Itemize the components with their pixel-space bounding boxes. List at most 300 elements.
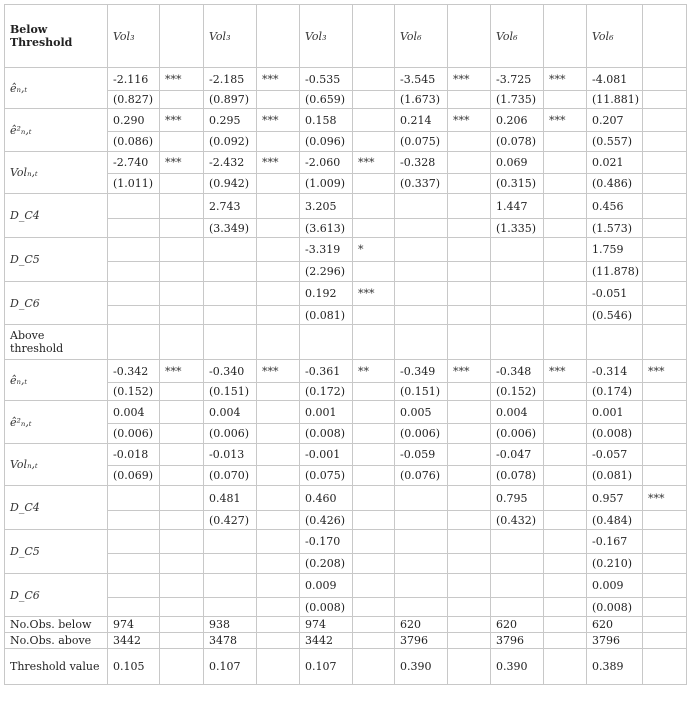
significance-stars: ***: [448, 68, 491, 91]
coefficient-cell: [491, 530, 544, 554]
coefficient-cell: 0.207: [587, 109, 643, 132]
empty-cell: [395, 325, 448, 360]
significance-stars: [160, 238, 204, 262]
stars-spacer: [257, 511, 300, 530]
stars-spacer: [353, 174, 395, 194]
footer-spacer: [257, 649, 300, 685]
stars-spacer: [257, 262, 300, 282]
standard-error-cell: (0.008): [300, 424, 353, 444]
stars-spacer: [544, 424, 587, 444]
standard-error-cell: (0.006): [204, 424, 257, 444]
coefficient-cell: -0.349: [395, 360, 448, 383]
below-se-row: [5, 306, 687, 325]
above-coef-row: [5, 486, 687, 511]
variable-label: D_C4: [5, 194, 108, 238]
significance-stars: [160, 486, 204, 511]
coefficient-cell: 0.481: [204, 486, 257, 511]
standard-error-cell: (11.878): [587, 262, 643, 282]
below-coef-row: [5, 68, 687, 91]
footer-value: 0.390: [395, 649, 448, 685]
column-header: Vol₆: [491, 5, 544, 68]
coefficient-cell: [395, 282, 448, 306]
significance-stars: [257, 574, 300, 598]
footer-label: Threshold value: [5, 649, 108, 685]
standard-error-cell: (0.546): [587, 306, 643, 325]
stars-spacer: [448, 466, 491, 486]
footer-spacer: [353, 617, 395, 633]
significance-stars: [643, 574, 687, 598]
variable-label: êₙ,ₜ: [5, 68, 108, 109]
stars-spacer: [544, 174, 587, 194]
standard-error-cell: [204, 306, 257, 325]
significance-stars: ***: [257, 360, 300, 383]
coefficient-cell: -0.057: [587, 444, 643, 466]
stars-spacer: [257, 91, 300, 109]
stars-spacer: [353, 262, 395, 282]
coefficient-cell: 3.205: [300, 194, 353, 219]
standard-error-cell: (0.081): [587, 466, 643, 486]
standard-error-cell: [204, 554, 257, 574]
footer-spacer: [160, 649, 204, 685]
standard-error-cell: (0.151): [395, 383, 448, 401]
significance-stars: [643, 282, 687, 306]
standard-error-cell: [491, 554, 544, 574]
stars-spacer: [160, 91, 204, 109]
footer-value: 0.389: [587, 649, 643, 685]
coefficient-cell: 0.069: [491, 152, 544, 174]
stars-spacer: [448, 132, 491, 152]
footer-value: 3796: [587, 633, 643, 649]
standard-error-cell: [395, 511, 448, 530]
stars-spacer: [544, 91, 587, 109]
standard-error-cell: [204, 262, 257, 282]
stars-spacer: [643, 424, 687, 444]
stars-spacer: [353, 598, 395, 617]
footer-spacer: [353, 633, 395, 649]
stars-spacer: [257, 306, 300, 325]
footer-value: 620: [587, 617, 643, 633]
coefficient-cell: 0.290: [108, 109, 160, 132]
variable-label: ê²ₙ,ₜ: [5, 401, 108, 444]
stars-spacer: [544, 383, 587, 401]
coefficient-cell: 0.295: [204, 109, 257, 132]
significance-stars: [448, 238, 491, 262]
stars-spacer: [160, 466, 204, 486]
stars-spacer: [160, 219, 204, 238]
significance-stars: [353, 68, 395, 91]
standard-error-cell: [108, 598, 160, 617]
below-se-row: [5, 132, 687, 152]
standard-error-cell: (0.208): [300, 554, 353, 574]
below-se-row: [5, 219, 687, 238]
above-se-row: [5, 466, 687, 486]
stars-spacer: [643, 306, 687, 325]
significance-stars: [160, 401, 204, 424]
significance-stars: [257, 530, 300, 554]
stars-spacer: [353, 91, 395, 109]
above-se-row: [5, 598, 687, 617]
stars-spacer: [643, 132, 687, 152]
significance-stars: ***: [544, 68, 587, 91]
standard-error-cell: (3.613): [300, 219, 353, 238]
column-header-spacer: [257, 5, 300, 68]
coefficient-cell: -2.116: [108, 68, 160, 91]
footer-spacer: [544, 649, 587, 685]
footer-label: No.Obs. above: [5, 633, 108, 649]
stars-spacer: [353, 554, 395, 574]
significance-stars: [448, 486, 491, 511]
footer-spacer: [257, 617, 300, 633]
stars-spacer: [257, 598, 300, 617]
coefficient-cell: 1.447: [491, 194, 544, 219]
stars-spacer: [160, 306, 204, 325]
significance-stars: [160, 194, 204, 219]
coefficient-cell: -0.047: [491, 444, 544, 466]
above-coef-row: [5, 444, 687, 466]
standard-error-cell: (0.427): [204, 511, 257, 530]
footer-value: 3796: [491, 633, 544, 649]
significance-stars: [544, 282, 587, 306]
stars-spacer: [257, 466, 300, 486]
below-coef-row: [5, 282, 687, 306]
empty-cell: [353, 325, 395, 360]
standard-error-cell: (0.151): [204, 383, 257, 401]
stars-spacer: [353, 306, 395, 325]
coefficient-cell: [204, 530, 257, 554]
stars-spacer: [257, 554, 300, 574]
standard-error-cell: [108, 511, 160, 530]
standard-error-cell: (0.006): [491, 424, 544, 444]
below-se-row: [5, 91, 687, 109]
significance-stars: [643, 109, 687, 132]
standard-error-cell: (0.942): [204, 174, 257, 194]
footer-value: 620: [491, 617, 544, 633]
footer-row: [5, 649, 687, 685]
stars-spacer: [544, 306, 587, 325]
variable-label: Volₙ,ₜ: [5, 152, 108, 194]
empty-cell: [491, 325, 544, 360]
significance-stars: [257, 282, 300, 306]
standard-error-cell: (0.557): [587, 132, 643, 152]
stars-spacer: [160, 132, 204, 152]
footer-value: 620: [395, 617, 448, 633]
footer-value: 974: [108, 617, 160, 633]
coefficient-cell: -0.001: [300, 444, 353, 466]
empty-cell: [160, 325, 204, 360]
section-label-above: Above threshold: [5, 325, 108, 360]
stars-spacer: [160, 598, 204, 617]
significance-stars: [353, 401, 395, 424]
coefficient-cell: [108, 530, 160, 554]
column-header-spacer: [353, 5, 395, 68]
coefficient-cell: 0.460: [300, 486, 353, 511]
significance-stars: [643, 238, 687, 262]
variable-label: D_C5: [5, 530, 108, 574]
standard-error-cell: (0.075): [300, 466, 353, 486]
footer-row: [5, 617, 687, 633]
coefficient-cell: [491, 574, 544, 598]
standard-error-cell: (0.078): [491, 466, 544, 486]
footer-spacer: [160, 617, 204, 633]
coefficient-cell: 0.192: [300, 282, 353, 306]
standard-error-cell: (0.069): [108, 466, 160, 486]
standard-error-cell: (0.006): [395, 424, 448, 444]
stars-spacer: [544, 219, 587, 238]
coefficient-cell: -0.361: [300, 360, 353, 383]
standard-error-cell: (0.076): [395, 466, 448, 486]
coefficient-cell: -0.170: [300, 530, 353, 554]
coefficient-cell: -0.340: [204, 360, 257, 383]
significance-stars: ***: [160, 109, 204, 132]
footer-spacer: [643, 617, 687, 633]
footer-spacer: [643, 649, 687, 685]
significance-stars: [544, 574, 587, 598]
standard-error-cell: (1.009): [300, 174, 353, 194]
stars-spacer: [448, 511, 491, 530]
coefficient-cell: -0.314: [587, 360, 643, 383]
coefficient-cell: [108, 574, 160, 598]
stars-spacer: [353, 511, 395, 530]
coefficient-cell: 0.005: [395, 401, 448, 424]
stars-spacer: [353, 132, 395, 152]
significance-stars: [353, 194, 395, 219]
standard-error-cell: (0.008): [300, 598, 353, 617]
stars-spacer: [353, 424, 395, 444]
significance-stars: [448, 444, 491, 466]
stars-spacer: [544, 554, 587, 574]
coefficient-cell: 0.004: [108, 401, 160, 424]
empty-cell: [108, 325, 160, 360]
standard-error-cell: (0.092): [204, 132, 257, 152]
above-threshold-row: [5, 325, 687, 360]
significance-stars: [448, 282, 491, 306]
significance-stars: ***: [544, 109, 587, 132]
above-se-row: [5, 511, 687, 530]
empty-cell: [544, 325, 587, 360]
standard-error-cell: [491, 306, 544, 325]
significance-stars: [160, 574, 204, 598]
significance-stars: ***: [160, 152, 204, 174]
significance-stars: [643, 444, 687, 466]
significance-stars: ***: [257, 152, 300, 174]
column-header: Vol₃: [300, 5, 353, 68]
significance-stars: [160, 530, 204, 554]
significance-stars: [448, 194, 491, 219]
significance-stars: [544, 238, 587, 262]
stars-spacer: [544, 511, 587, 530]
column-header: Vol₃: [204, 5, 257, 68]
coefficient-cell: -3.725: [491, 68, 544, 91]
significance-stars: **: [353, 360, 395, 383]
coefficient-cell: 0.004: [491, 401, 544, 424]
stars-spacer: [257, 174, 300, 194]
below-coef-row: [5, 152, 687, 174]
standard-error-cell: (0.174): [587, 383, 643, 401]
significance-stars: ***: [544, 360, 587, 383]
standard-error-cell: (0.152): [491, 383, 544, 401]
column-header: Vol₆: [395, 5, 448, 68]
coefficient-cell: 0.214: [395, 109, 448, 132]
stars-spacer: [257, 383, 300, 401]
significance-stars: [544, 152, 587, 174]
coefficient-cell: -2.185: [204, 68, 257, 91]
stars-spacer: [353, 383, 395, 401]
significance-stars: ***: [448, 360, 491, 383]
coefficient-cell: [108, 282, 160, 306]
standard-error-cell: [108, 554, 160, 574]
standard-error-cell: [108, 306, 160, 325]
significance-stars: ***: [353, 152, 395, 174]
coefficient-cell: -2.432: [204, 152, 257, 174]
stars-spacer: [643, 383, 687, 401]
stars-spacer: [544, 132, 587, 152]
stars-spacer: [448, 262, 491, 282]
standard-error-cell: (0.315): [491, 174, 544, 194]
footer-spacer: [448, 649, 491, 685]
significance-stars: [544, 486, 587, 511]
standard-error-cell: (0.086): [108, 132, 160, 152]
coefficient-cell: 0.001: [587, 401, 643, 424]
standard-error-cell: (1.335): [491, 219, 544, 238]
header-row: [5, 5, 687, 68]
significance-stars: ***: [257, 68, 300, 91]
standard-error-cell: (0.337): [395, 174, 448, 194]
column-header: Vol₆: [587, 5, 643, 68]
standard-error-cell: (2.296): [300, 262, 353, 282]
coefficient-cell: -0.013: [204, 444, 257, 466]
coefficient-cell: -4.081: [587, 68, 643, 91]
stars-spacer: [544, 262, 587, 282]
significance-stars: [544, 444, 587, 466]
standard-error-cell: [491, 598, 544, 617]
stars-spacer: [448, 383, 491, 401]
stars-spacer: [448, 219, 491, 238]
significance-stars: [257, 401, 300, 424]
significance-stars: [643, 194, 687, 219]
coefficient-cell: -2.060: [300, 152, 353, 174]
column-header-spacer: [544, 5, 587, 68]
coefficient-cell: 0.009: [300, 574, 353, 598]
footer-spacer: [160, 633, 204, 649]
footer-spacer: [448, 617, 491, 633]
coefficient-cell: 2.743: [204, 194, 257, 219]
footer-spacer: [544, 633, 587, 649]
standard-error-cell: [395, 262, 448, 282]
coefficient-cell: 1.759: [587, 238, 643, 262]
significance-stars: ***: [257, 109, 300, 132]
significance-stars: *: [353, 238, 395, 262]
significance-stars: [160, 282, 204, 306]
variable-label: D_C5: [5, 238, 108, 282]
column-header-spacer: [448, 5, 491, 68]
footer-value: 0.107: [204, 649, 257, 685]
significance-stars: ***: [353, 282, 395, 306]
coefficient-cell: -0.342: [108, 360, 160, 383]
standard-error-cell: [491, 262, 544, 282]
coefficient-cell: 0.009: [587, 574, 643, 598]
stars-spacer: [544, 598, 587, 617]
stars-spacer: [160, 174, 204, 194]
stars-spacer: [160, 554, 204, 574]
standard-error-cell: (3.349): [204, 219, 257, 238]
empty-cell: [448, 325, 491, 360]
coefficient-cell: 0.021: [587, 152, 643, 174]
coefficient-cell: -0.328: [395, 152, 448, 174]
standard-error-cell: (0.070): [204, 466, 257, 486]
significance-stars: [353, 444, 395, 466]
standard-error-cell: (0.897): [204, 91, 257, 109]
stars-spacer: [353, 466, 395, 486]
significance-stars: [353, 109, 395, 132]
stars-spacer: [544, 466, 587, 486]
standard-error-cell: (11.881): [587, 91, 643, 109]
standard-error-cell: (0.081): [300, 306, 353, 325]
standard-error-cell: (0.486): [587, 174, 643, 194]
stars-spacer: [448, 424, 491, 444]
standard-error-cell: (0.432): [491, 511, 544, 530]
empty-cell: [300, 325, 353, 360]
coefficient-cell: -0.018: [108, 444, 160, 466]
footer-value: 3442: [108, 633, 160, 649]
standard-error-cell: [395, 219, 448, 238]
coefficient-cell: [395, 486, 448, 511]
variable-label: D_C6: [5, 574, 108, 617]
coefficient-cell: -0.059: [395, 444, 448, 466]
significance-stars: [160, 444, 204, 466]
coefficient-cell: [204, 238, 257, 262]
below-coef-row: [5, 238, 687, 262]
footer-value: 974: [300, 617, 353, 633]
section-label-below: Below Threshold: [5, 5, 108, 68]
standard-error-cell: [395, 598, 448, 617]
variable-label: Volₙ,ₜ: [5, 444, 108, 486]
significance-stars: [448, 530, 491, 554]
standard-error-cell: (0.210): [587, 554, 643, 574]
stars-spacer: [643, 554, 687, 574]
standard-error-cell: (0.659): [300, 91, 353, 109]
footer-value: 3442: [300, 633, 353, 649]
coefficient-cell: 0.004: [204, 401, 257, 424]
empty-cell: [643, 325, 687, 360]
column-header: Vol₃: [108, 5, 160, 68]
significance-stars: [643, 530, 687, 554]
stars-spacer: [643, 511, 687, 530]
column-header-spacer: [160, 5, 204, 68]
stars-spacer: [643, 466, 687, 486]
empty-cell: [587, 325, 643, 360]
standard-error-cell: (0.172): [300, 383, 353, 401]
coefficient-cell: -3.545: [395, 68, 448, 91]
coefficient-cell: -0.167: [587, 530, 643, 554]
coefficient-cell: -0.051: [587, 282, 643, 306]
coefficient-cell: [108, 486, 160, 511]
coefficient-cell: [491, 238, 544, 262]
standard-error-cell: (1.673): [395, 91, 448, 109]
footer-value: 0.390: [491, 649, 544, 685]
footer-spacer: [448, 633, 491, 649]
below-se-row: [5, 174, 687, 194]
coefficient-cell: -0.535: [300, 68, 353, 91]
above-coef-row: [5, 360, 687, 383]
above-coef-row: [5, 530, 687, 554]
footer-spacer: [353, 649, 395, 685]
stars-spacer: [257, 219, 300, 238]
significance-stars: [643, 152, 687, 174]
standard-error-cell: (0.426): [300, 511, 353, 530]
coefficient-cell: [395, 194, 448, 219]
significance-stars: [257, 486, 300, 511]
stars-spacer: [160, 424, 204, 444]
